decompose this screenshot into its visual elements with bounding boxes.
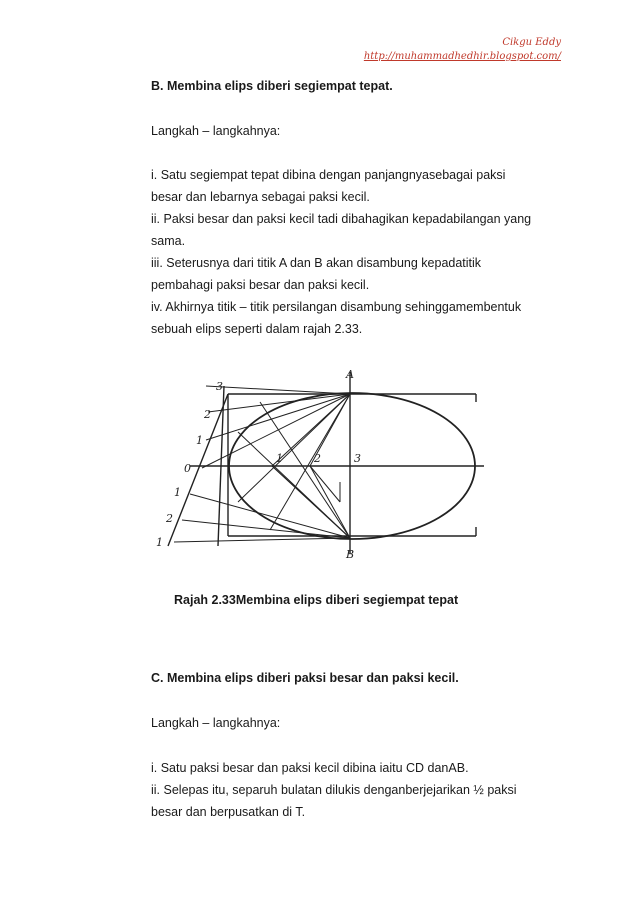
axis-label-1: 1 — [276, 452, 283, 465]
section-b-line: iv. Akhirnya titik – titik persilangan disambung sehinggamembentuk — [151, 300, 522, 314]
left-label-1: 1 — [196, 434, 203, 447]
axis-label-3: 3 — [354, 452, 361, 465]
axis-label-2: 2 — [314, 452, 321, 465]
section-c-steps-label: Langkah – langkahnya: — [151, 716, 281, 730]
label-a: A — [346, 368, 354, 381]
division-line — [174, 538, 350, 542]
section-b-line: sebuah elips seperti dalam rajah 2.33. — [151, 322, 363, 336]
ellipse-construction-figure — [150, 362, 490, 562]
left-label-1c: 1 — [156, 536, 163, 549]
division-line — [182, 520, 350, 538]
label-b: B — [346, 548, 355, 561]
section-c-line: besar dan berpusatkan di T. — [151, 805, 306, 819]
section-b-line: besar dan lebarnya sebagai paksi kecil. — [151, 190, 370, 204]
section-b-line: i. Satu segiempat tepat dibina dengan panjangnyasebagai paksi — [151, 168, 506, 182]
section-c-title: C. Membina elips diberi paksi besar dan paksi kecil. — [151, 671, 459, 685]
figure-caption: Rajah 2.33Membina elips diberi segiempat tepat — [174, 593, 459, 607]
left-label-2b: 2 — [166, 512, 173, 525]
left-label-1b: 1 — [174, 486, 181, 499]
section-b-title: B. Membina elips diberi segiempat tepat. — [151, 79, 393, 93]
section-b-steps-label: Langkah – langkahnya: — [151, 124, 281, 138]
header-url-link[interactable]: http://muhammadhedhir.blogspot.com/ — [363, 51, 561, 62]
section-b-line: iii. Seterusnya dari titik A dan B akan disambung kepadatitik — [151, 256, 482, 270]
division-line — [208, 394, 350, 412]
header-author: Cikgu Eddy — [502, 37, 561, 48]
ray-line — [260, 402, 350, 538]
section-c-line: ii. Selepas itu, separuh bulatan dilukis denganberjejarikan ½ paksi — [151, 783, 517, 797]
division-line — [206, 386, 350, 394]
left-label-2: 2 — [204, 408, 211, 421]
left-label-0: 0 — [184, 462, 191, 475]
section-b-line: pembahagi paksi besar dan paksi kecil. — [151, 278, 370, 292]
left-label-3: 3 — [216, 380, 223, 393]
ray-line — [310, 466, 350, 538]
section-b-line: ii. Paksi besar dan paksi kecil tadi dibahagikan kepadabilangan yang — [151, 212, 532, 226]
section-c-line: i. Satu paksi besar dan paksi kecil dibina iaitu CD danAB. — [151, 761, 469, 775]
section-b-line: sama. — [151, 234, 186, 248]
